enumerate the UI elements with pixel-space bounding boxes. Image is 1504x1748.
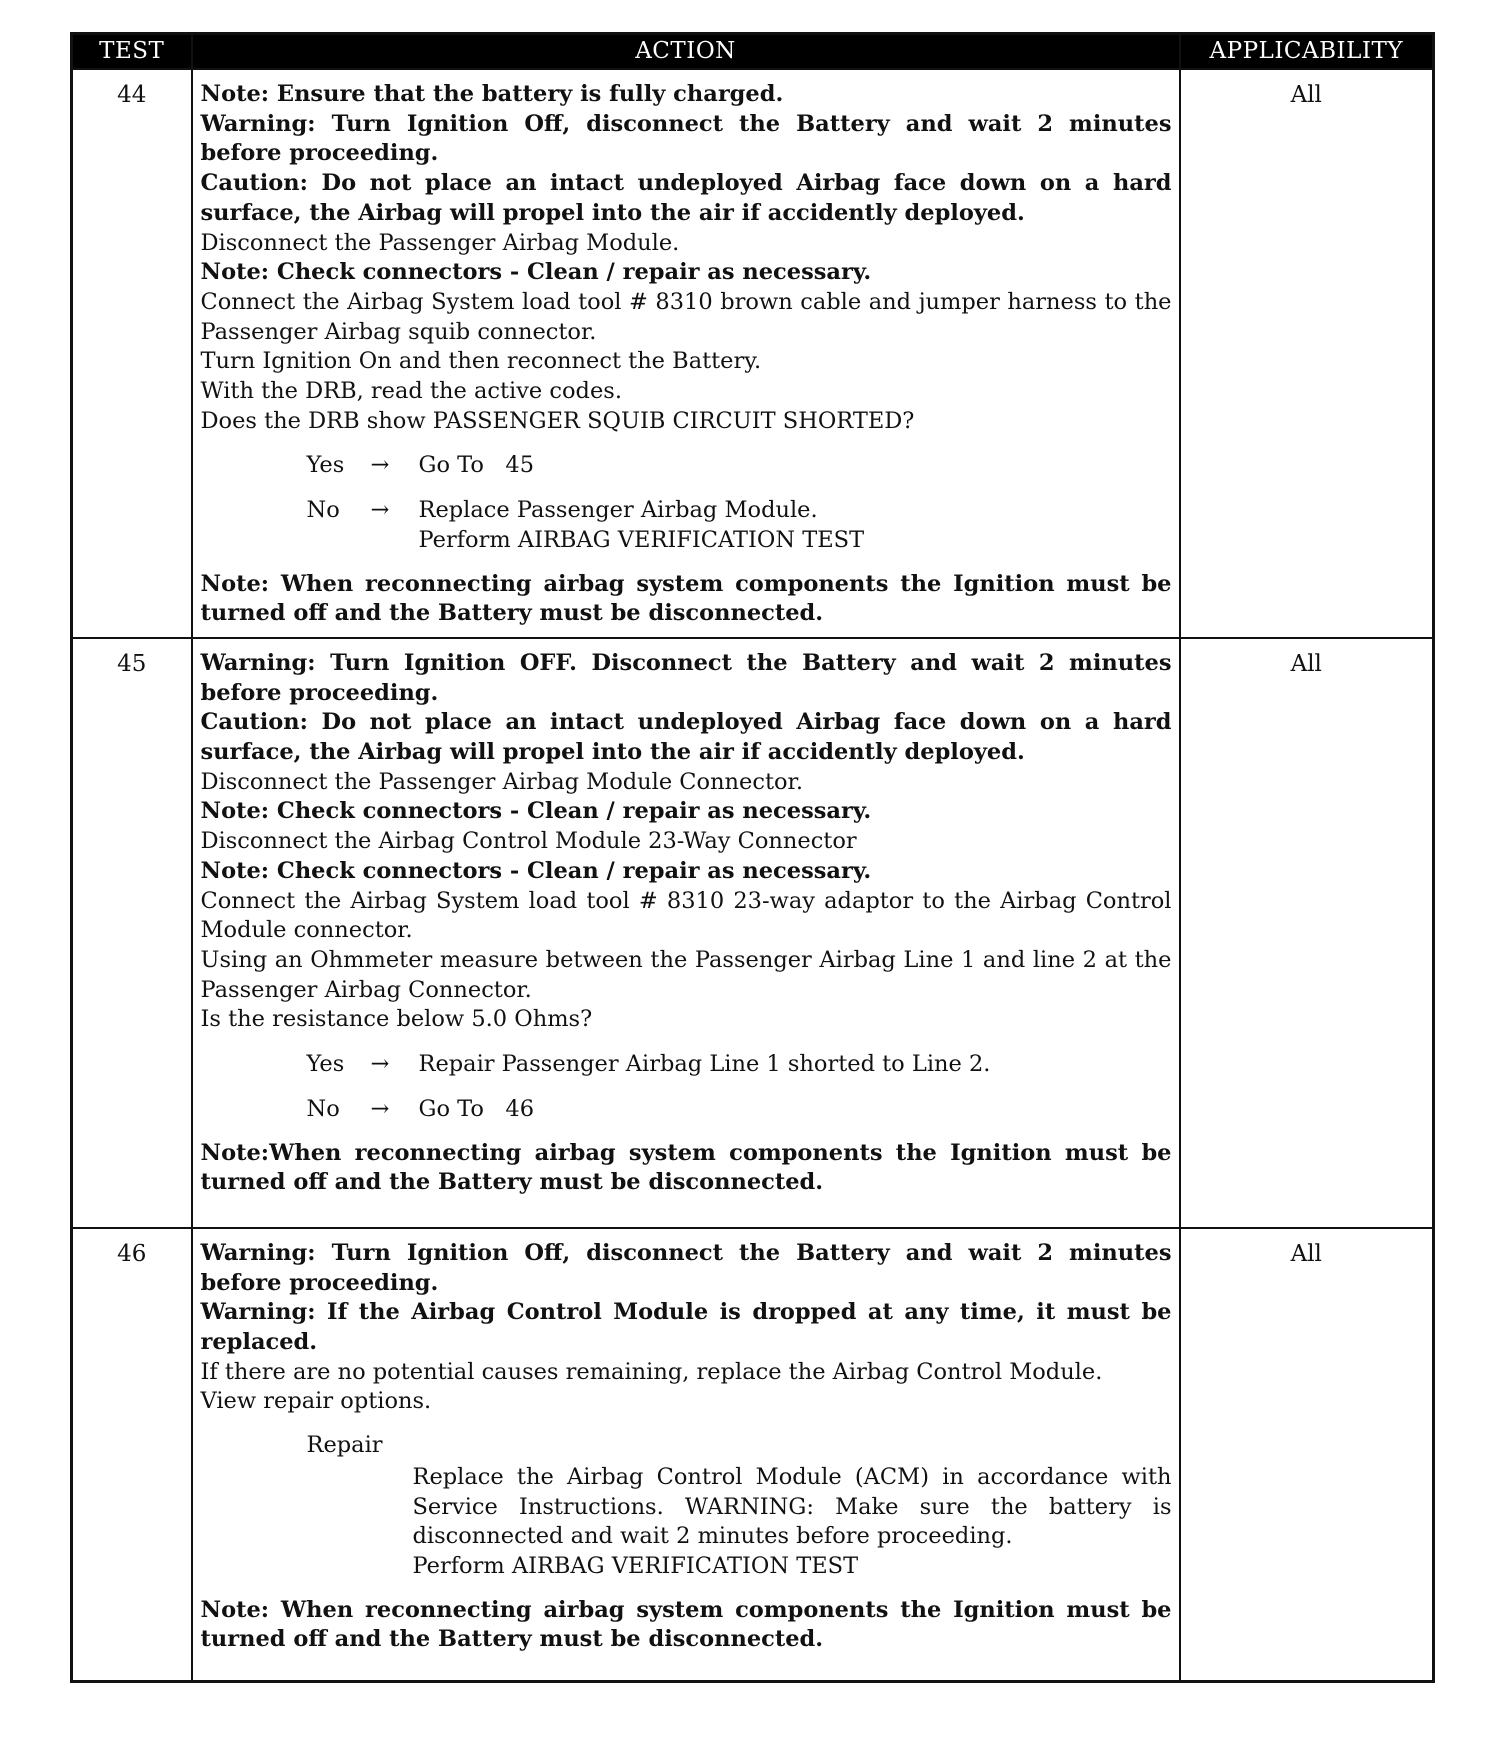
action-line: Disconnect the Passenger Airbag Module Connector. — [200, 768, 803, 795]
diagnostic-test-sheet — [70, 32, 1432, 1683]
action-line: Connect the Airbag System load tool # 8310 brown cable and jumper harness to the Passenger Airbag squib connector. — [200, 288, 1172, 345]
test-number: 44 — [72, 69, 192, 638]
action-line: Disconnect the Airbag Control Module 23-Way Connector — [200, 828, 857, 855]
no-result-line: Replace Passenger Airbag Module. — [418, 497, 818, 524]
action-cell — [192, 638, 1180, 1228]
yes-result: Go To 45 — [418, 452, 535, 479]
header-test: TEST — [72, 34, 192, 70]
action-line: Does the DRB show PASSENGER SQUIB CIRCUIT SHORTED? — [200, 407, 915, 434]
applicability-value: All — [1180, 638, 1434, 1228]
action-line: Note: Check connectors - Clean / repair as necessary. — [200, 259, 872, 286]
action-line: Connect the Airbag System load tool # 8310 23-way adaptor to the Airbag Control Module connector. — [200, 887, 1172, 944]
closing-note: Note: When reconnecting airbag system components the Ignition must be turned off and the Battery must be disconnected. — [200, 1596, 1172, 1653]
action-line: View repair options. — [200, 1388, 432, 1415]
table-header — [72, 34, 1434, 70]
action-line: Warning: If the Airbag Control Module is dropped at any time, it must be replaced. — [200, 1299, 1172, 1356]
repair-perform: Perform AIRBAG VERIFICATION TEST — [412, 1552, 859, 1579]
repair-label: Repair — [306, 1432, 383, 1459]
action-line: Using an Ohmmeter measure between the Passenger Airbag Line 1 and line 2 at the Passenger Airbag Connector. — [200, 946, 1172, 1003]
no-result-line: Perform AIRBAG VERIFICATION TEST — [418, 526, 865, 553]
header-action: ACTION — [192, 34, 1180, 70]
yes-result: Repair Passenger Airbag Line 1 shorted to Line 2. — [418, 1051, 991, 1078]
test-number: 45 — [72, 638, 192, 1228]
action-line: Disconnect the Passenger Airbag Module. — [200, 229, 680, 256]
table-row — [72, 69, 1434, 638]
action-line: Warning: Turn Ignition Off, disconnect the Battery and wait 2 minutes before proceeding. — [200, 1239, 1172, 1296]
diagnostic-table — [70, 32, 1435, 1683]
arrow-icon: → — [370, 1095, 390, 1122]
applicability-value: All — [1180, 1228, 1434, 1682]
action-line: Warning: Turn Ignition OFF. Disconnect the Battery and wait 2 minutes before proceeding. — [200, 649, 1172, 706]
action-line: If there are no potential causes remaining, replace the Airbag Control Module. — [200, 1358, 1103, 1385]
arrow-icon: → — [370, 452, 390, 479]
table-row — [72, 1228, 1434, 1682]
closing-note: Note: When reconnecting airbag system components the Ignition must be turned off and the Battery must be disconnected. — [200, 570, 1172, 627]
table-row — [72, 638, 1434, 1228]
no-branch — [307, 496, 1172, 555]
applicability-value: All — [1180, 69, 1434, 638]
closing-note: Note:When reconnecting airbag system components the Ignition must be turned off and the Battery must be disconnected. — [200, 1139, 1172, 1196]
arrow-icon: → — [370, 1051, 390, 1078]
yes-branch — [307, 451, 1172, 481]
action-cell — [192, 69, 1180, 638]
action-line: Note: Check connectors - Clean / repair as necessary. — [200, 857, 872, 884]
action-line: Caution: Do not place an intact undeployed Airbag face down on a hard surface, the Airbag will propel into the air if accidently deployed. — [200, 709, 1172, 766]
yes-branch — [307, 1050, 1172, 1080]
header-applicability: APPLICABILITY — [1180, 34, 1434, 70]
action-line: Warning: Turn Ignition Off, disconnect the Battery and wait 2 minutes before proceeding. — [200, 110, 1172, 167]
test-number: 46 — [72, 1228, 192, 1682]
repair-text: Replace the Airbag Control Module (ACM) in accordance with Service Instructions. WARNING: Make sure the battery is disconnected and wait 2 minutes before proceeding. — [412, 1463, 1172, 1550]
action-cell — [192, 1228, 1180, 1682]
action-line: Caution: Do not place an intact undeployed Airbag face down on a hard surface, the Airbag will propel into the air if accidently deployed. — [200, 170, 1172, 226]
no-result — [419, 496, 1172, 555]
no-label: No — [306, 1095, 340, 1122]
yes-label: Yes — [306, 452, 345, 479]
action-line: Note: Ensure that the battery is fully charged. — [200, 81, 784, 107]
repair-instructions — [413, 1463, 1172, 1582]
action-line: Note: Check connectors - Clean / repair as necessary. — [200, 798, 872, 825]
no-label: No — [306, 497, 340, 524]
action-line: With the DRB, read the active codes. — [200, 378, 622, 405]
yes-label: Yes — [306, 1051, 345, 1078]
no-result: Go To 46 — [418, 1095, 535, 1122]
no-branch — [307, 1095, 1172, 1125]
action-line: Turn Ignition On and then reconnect the Battery. — [200, 348, 762, 375]
action-line: Is the resistance below 5.0 Ohms? — [200, 1006, 593, 1033]
arrow-icon: → — [370, 497, 390, 524]
